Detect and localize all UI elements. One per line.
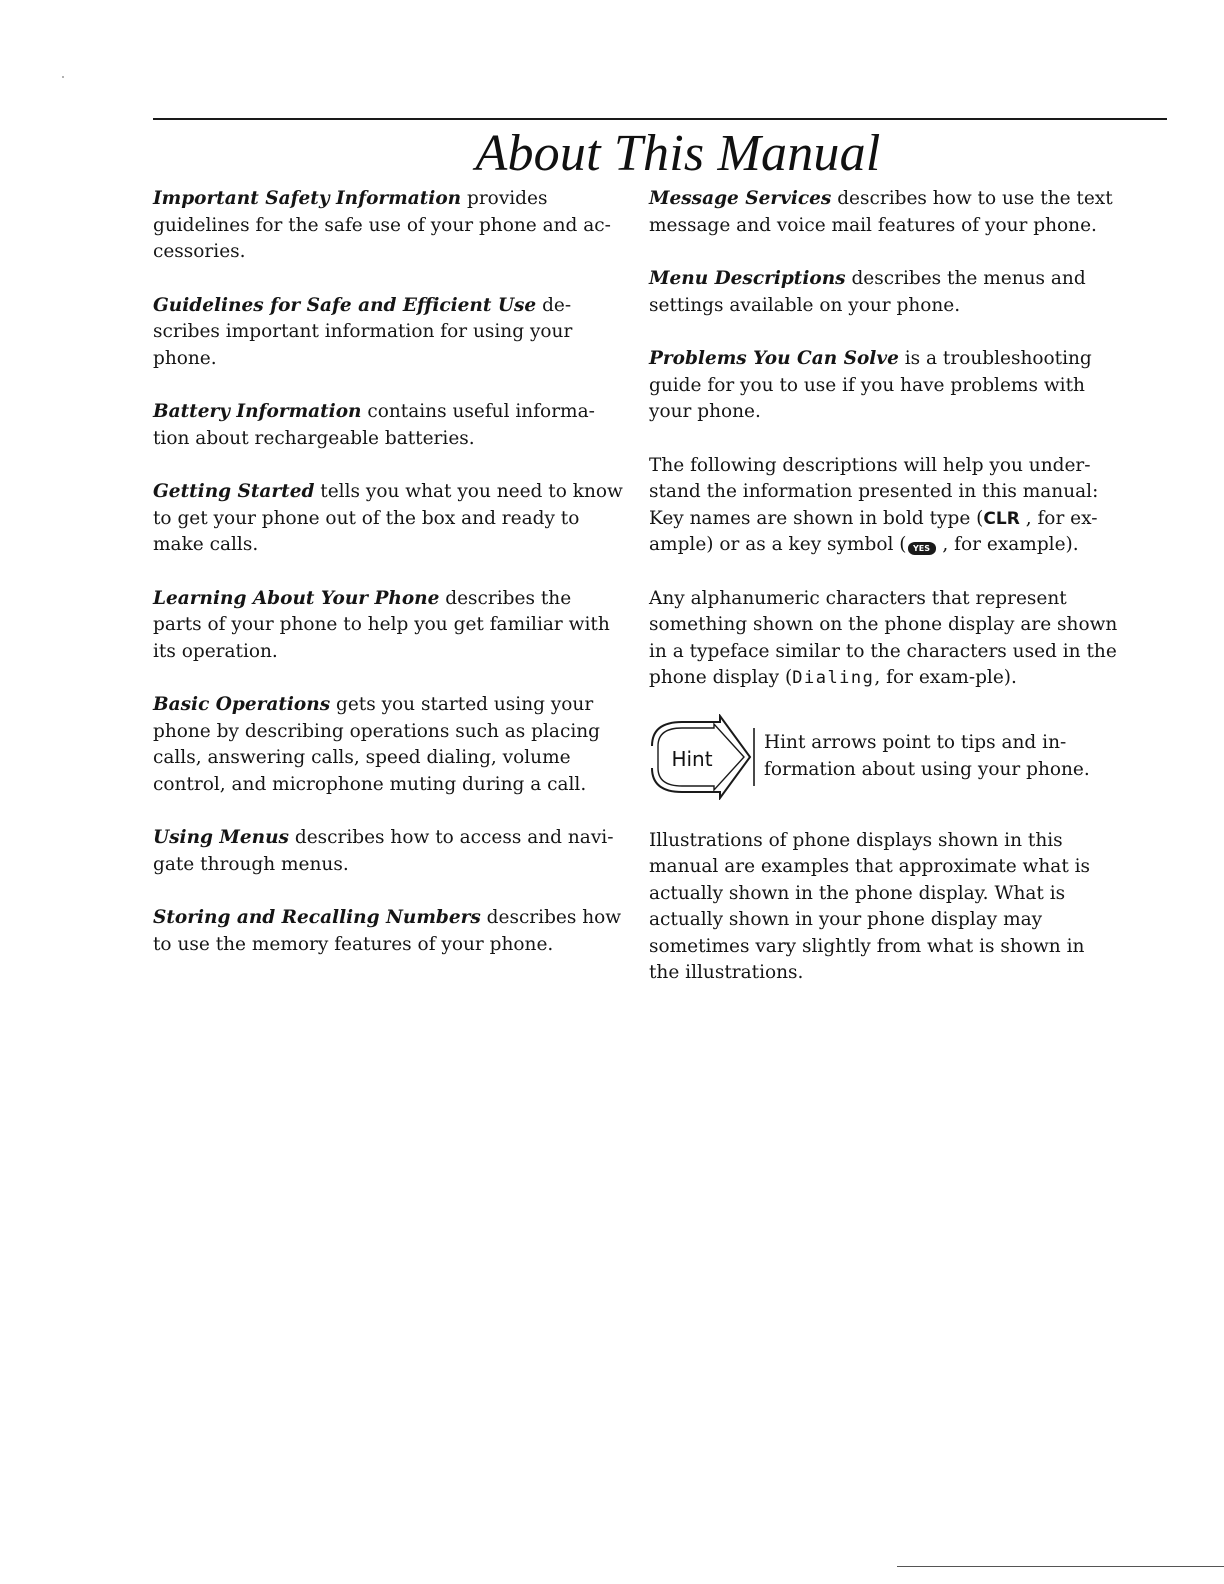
- section-description: describes the parts of your phone to help you get familiar with its operation.: [153, 587, 610, 662]
- key-name-convention: [649, 506, 1119, 559]
- header-rule: [153, 118, 1167, 120]
- page-title: About This Manual: [475, 125, 881, 182]
- scan-speck: [62, 76, 64, 78]
- section-description: describes how to access and navi-gate through menus.: [153, 827, 614, 875]
- section-title: Message Services: [649, 188, 832, 209]
- section-title: Storing and Recalling Numbers: [153, 907, 481, 928]
- section-title: Basic Operations: [153, 694, 331, 715]
- section-storing-numbers: [153, 905, 623, 958]
- section-safe-use-guidelines: [153, 293, 623, 373]
- section-title: Guidelines for Safe and Efficient Use: [153, 294, 537, 316]
- section-description: gets you started using your phone by describing operations such as placing calls, answering calls, speed dialing, volume control, and microphone muting during a call.: [153, 694, 600, 795]
- key-convention-text: , for example).: [936, 534, 1079, 555]
- display-sample: Dialing: [792, 668, 875, 688]
- section-title: Menu Descriptions: [649, 268, 846, 289]
- section-basic-operations: [153, 692, 623, 798]
- hint-arrow-icon: [640, 714, 760, 800]
- key-convention-text: Key names are shown in bold type (: [649, 507, 984, 529]
- hint-icon-label: Hint: [671, 746, 713, 771]
- yes-key-icon: YES: [908, 542, 936, 555]
- section-description: describes how to use the memory features of your phone.: [153, 907, 622, 955]
- section-message-services: [649, 186, 1119, 239]
- section-title: Important Safety Information: [153, 188, 462, 209]
- section-description: is a troubleshooting guide for you to use if you have problems with your phone.: [649, 348, 1092, 422]
- key-convention-text: , for ex-ample) or as a key symbol (: [649, 507, 1098, 555]
- section-description: de-scribes important information for using your phone.: [153, 294, 573, 369]
- section-description: describes how to use the text message and voice mail features of your phone.: [649, 188, 1113, 236]
- section-description: describes the menus and settings available on your phone.: [649, 268, 1086, 316]
- left-column: [153, 186, 623, 958]
- section-getting-started: [153, 479, 623, 559]
- section-description: tells you what you need to know to get your phone out of the box and ready to make calls.: [153, 481, 623, 555]
- right-column: [649, 186, 1119, 987]
- section-title: Getting Started: [153, 481, 315, 502]
- illustrations-note: Illustrations of phone displays shown in this manual are examples that approximate what is actually shown in the phone display. What is actually shown in your phone display may sometimes vary slightly from what is shown in the illustrations.: [649, 829, 1091, 983]
- hint-text: Hint arrows point to tips and in-formation about using your phone.: [764, 732, 1090, 780]
- hint-block: [649, 714, 1119, 800]
- section-title: Learning About Your Phone: [153, 587, 440, 609]
- section-battery-info: [153, 399, 623, 452]
- section-menu-descriptions: [649, 266, 1119, 319]
- section-description: contains useful informa-tion about rechargeable batteries.: [153, 401, 595, 449]
- section-learning-phone: [153, 586, 623, 666]
- section-title: Problems You Can Solve: [649, 348, 899, 369]
- key-name-clr: CLR: [983, 508, 1020, 529]
- section-description: provides guidelines for the safe use of your phone and ac-cessories.: [153, 188, 611, 262]
- section-problems: [649, 346, 1119, 426]
- section-safety-info: [153, 186, 623, 266]
- section-title: Using Menus: [153, 827, 289, 848]
- section-using-menus: [153, 825, 623, 878]
- footer-rule: [897, 1566, 1224, 1567]
- conventions-intro: The following descriptions will help you under-stand the information presented in this manual:: [649, 454, 1099, 502]
- display-typeface-convention: [649, 586, 1119, 692]
- section-title: Battery Information: [153, 401, 362, 422]
- display-convention-text: , for exam-ple).: [874, 667, 1017, 688]
- display-convention-text: Any alphanumeric characters that represent something shown on the phone display are shown in a typeface similar to the characters used in the phone display (: [649, 587, 1118, 688]
